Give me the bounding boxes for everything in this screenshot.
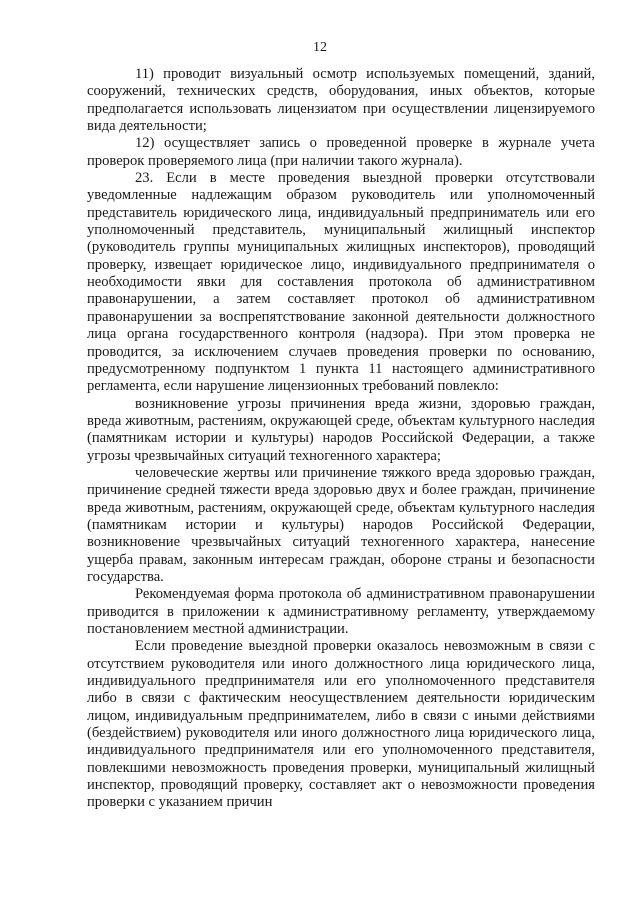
paragraph-clause-23: 23. Если в месте проведения выездной проверки отсутствовали уведомленные надлежащим образом руководитель или уполномоченный представитель юридического лица, индивидуальный предприниматель или его уполномоченный представитель, муниципальный жилищный инспектор (руководитель группы муниципальных жилищных инспекторов), проводящий проверку, извещает юридическое лицо, индивидуального предпринимателя о необходимости явки для составления протокола об административном правонарушении, а затем составляет протокол об административном правонарушении за воспрепятствование законной деятельности должностного лица органа государственного контроля (надзора). При этом проверка не проводится, за исключением случаев проведения проверки по основанию, предусмотренному подпунктом 1 пункта 11 настоящего административного регламента, если нарушение лицензионных требований повлекло: bbox=[87, 170, 595, 395]
page-number: 12 bbox=[313, 40, 327, 55]
paragraph-protocol-form: Рекомендуемая форма протокола об административном правонарушении приводится в приложении к административному регламенту, утверждаемому постановлением местной администрации. bbox=[87, 586, 595, 637]
document-body bbox=[87, 66, 595, 812]
paragraph-item-12: 12) осуществляет запись о проведенной проверке в журнале учета проверок проверяемого лица (при наличии такого журнала). bbox=[87, 135, 595, 169]
paragraph-casualties: человеческие жертвы или причинение тяжкого вреда здоровью граждан, причинение средней тяжести вреда здоровью двух и более граждан, причинение вреда животным, растениям, окружающей среде, объектам культурного наследия (памятникам истории и культуры) народов Российской Федерации, возникновение чрезвычайных ситуаций техногенного характера, нанесение ущерба правам, законным интересам граждан, обороне страны и безопасности государства. bbox=[87, 464, 595, 585]
paragraph-threat-harm: возникновение угрозы причинения вреда жизни, здоровью граждан, вреда животным, растениям, окружающей среде, объектам культурного наследия (памятникам истории и культуры) народов Российской Федерации, а также угрозы чрезвычайных ситуаций техногенного характера; bbox=[87, 395, 595, 464]
paragraph-item-11: 11) проводит визуальный осмотр используемых помещений, зданий, сооружений, технических средств, оборудования, иных объектов, которые предполагается использовать лицензиатом при осуществлении лицензируемого вида деятельности; bbox=[87, 66, 595, 135]
paragraph-inspection-impossible: Если проведение выездной проверки оказалось невозможным в связи с отсутствием руководителя или иного должностного лица юридического лица, индивидуального предпринимателя или его уполномоченного представителя либо в связи с фактическим неосуществлением деятельности юридическим лицом, индивидуальным предпринимателем, либо в связи с иными действиями (бездействием) руководителя или иного должностного лица юридического лица, индивидуального предпринимателя или его уполномоченного представителя, повлекшими невозможность проведения проверки, муниципальный жилищный инспектор, проводящий проверку, составляет акт о невозможности проведения проверки с указанием причин bbox=[87, 638, 595, 811]
